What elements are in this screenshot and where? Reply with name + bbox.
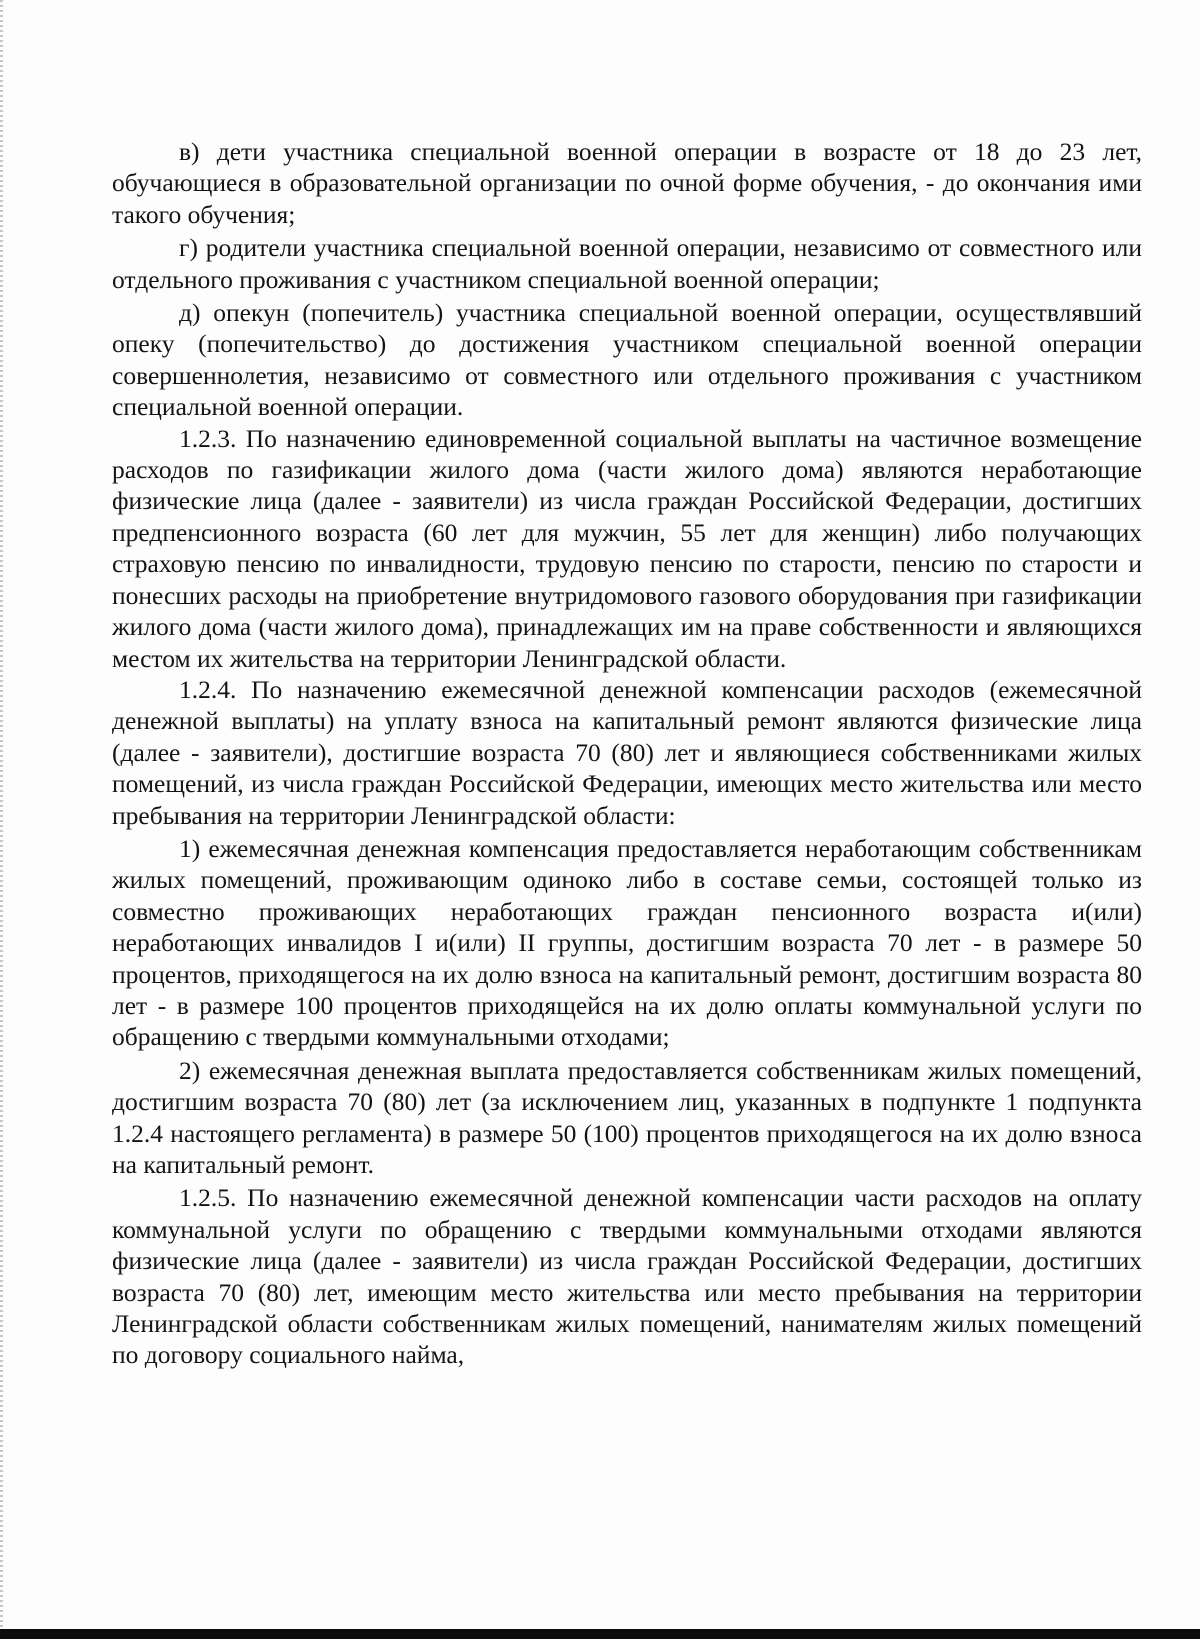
paragraph-1-2-5: 1.2.5. По назначению ежемесячной денежной компенсации части расходов на оплату коммунальной услуги по обращению с твердыми коммунальными отходами являются физические лица (далее - заявители) из числа граждан Российской Федерации, достигших возраста 70 (80) лет, имеющим место жительства или место пребывания на территории Ленинградской области собственникам жилых помещений, нанимателям жилых помещений по договору социального найма, xyxy=(112,1183,1142,1370)
paragraph-g-parents: г) родители участника специальной военной операции, независимо от совместного или отдельного проживания с участником специальной военной операции; xyxy=(112,233,1142,294)
paragraph-subitem-2: 2) ежемесячная денежная выплата предоставляется собственникам жилых помещений, достигшим возраста 70 (80) лет (за исключением лиц, указанных в подпункте 1 подпункта 1.2.4 настоящего регламента) в размере 50 (100) процентов приходящегося на их долю взноса на капитальный ремонт. xyxy=(112,1055,1142,1179)
scan-left-edge xyxy=(0,0,3,1639)
paragraph-d-guardian: д) опекун (попечитель) участника специальной военной операции, осуществлявший опеку (попечительство) до достижения участником специальной военной операции совершеннолетия, независимо от совместного или отдельного проживания с участником специальной военной операции. xyxy=(112,298,1142,422)
paragraph-1-2-4: 1.2.4. По назначению ежемесячной денежной компенсации расходов (ежемесячной денежной выплаты) на уплату взноса на капитальный ремонт являются физические лица (далее - заявители), достигшие возраста 70 (80) лет и являющиеся собственниками жилых помещений, из числа граждан Российской Федерации, имеющих место жительства или место пребывания на территории Ленинградской области: xyxy=(112,674,1142,830)
paragraph-v-children: в) дети участника специальной военной операции в возрасте от 18 до 23 лет, обучающиеся в образовательной организации по очной форме обучения, - до окончания ими такого обучения; xyxy=(112,137,1142,229)
scan-bottom-edge xyxy=(0,1629,1200,1639)
paragraph-1-2-3: 1.2.3. По назначению единовременной социальной выплаты на частичное возмещение расходов по газификации жилого дома (части жилого дома) являются неработающие физические лица (далее - заявители) из числа граждан Российской Федерации, достигших предпенсионного возраста (60 лет для мужчин, 55 лет для женщин) либо получающих страховую пенсию по инвалидности, трудовую пенсию по старости, пенсию по старости и понесших расходы на приобретение внутридомового газового оборудования при газификации жилого дома (части жилого дома), принадлежащих им на праве собственности и являющихся местом их жительства на территории Ленинградской области. xyxy=(112,423,1142,673)
paragraph-subitem-1: 1) ежемесячная денежная компенсация предоставляется неработающим собственникам жилых помещений, проживающим одиноко либо в составе семьи, состоящей только из совместно проживающих неработающих граждан пенсионного возраста и(или) неработающих инвалидов I и(или) II группы, достигшим возраста 70 лет - в размере 50 процентов, приходящегося на их долю взноса на капитальный ремонт, достигшим возраста 80 лет - в размере 100 процентов приходящейся на их долю оплаты коммунальной услуги по обращению с твердыми коммунальными отходами; xyxy=(112,833,1142,1052)
document-body xyxy=(112,136,1142,1371)
